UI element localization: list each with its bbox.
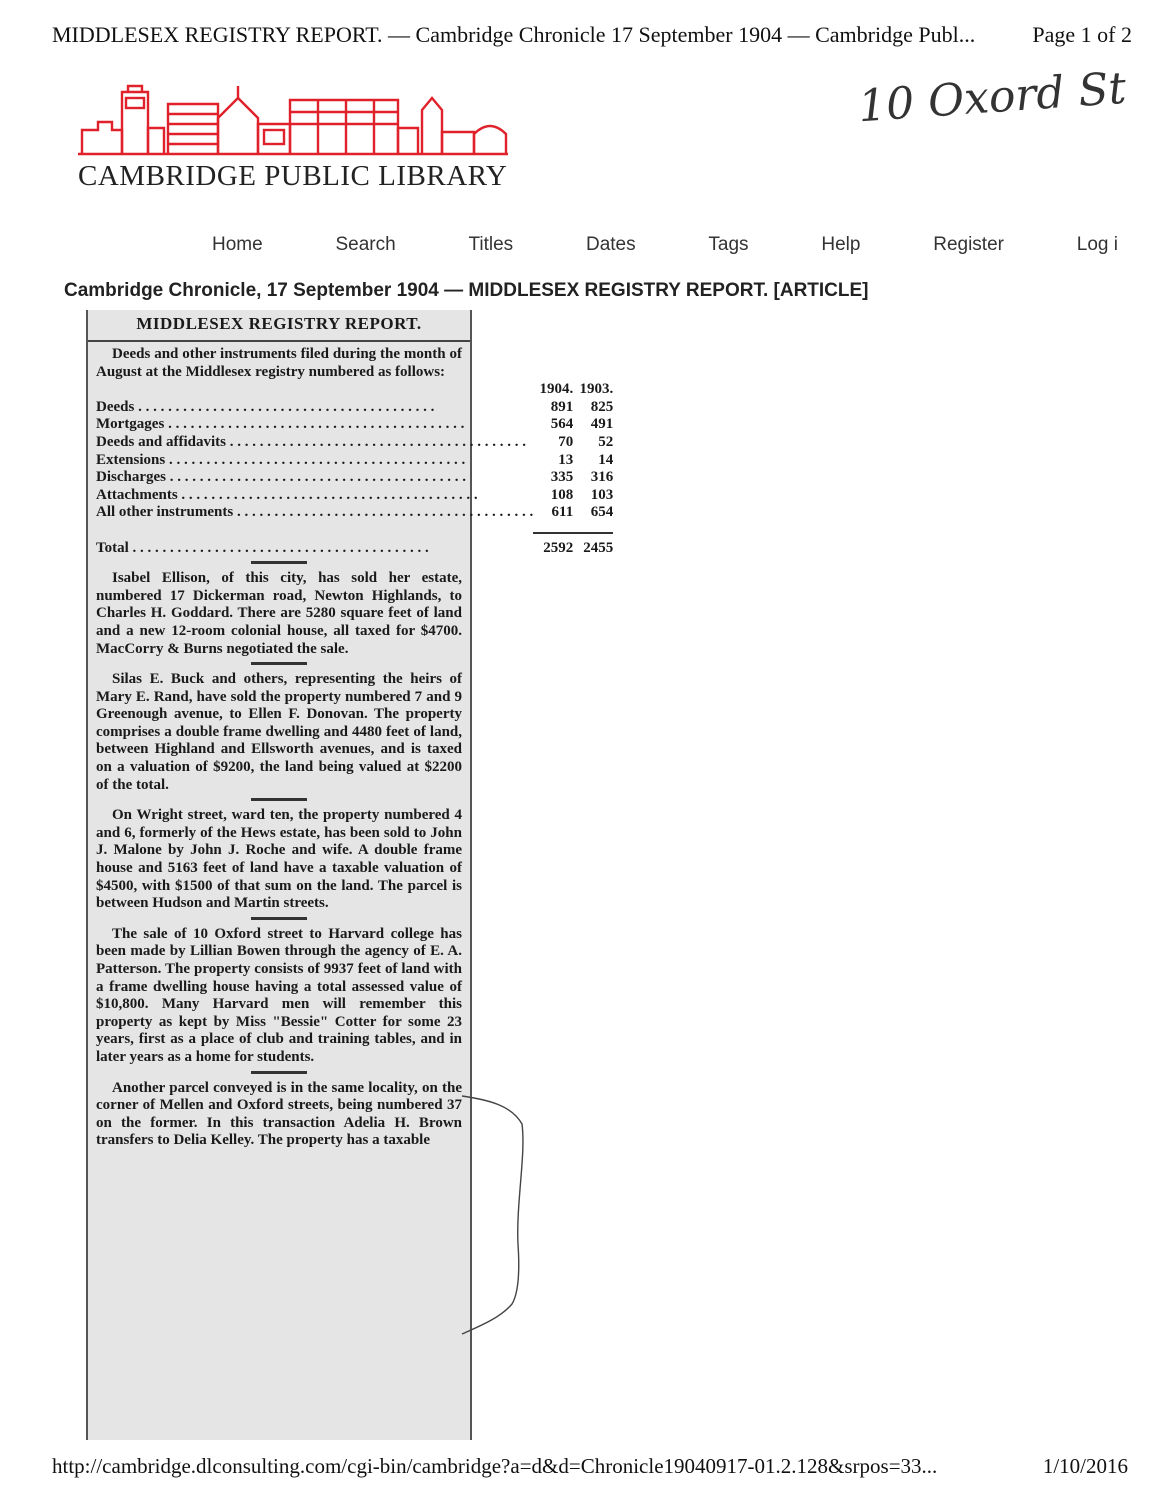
- registry-value-1903: 316: [590, 469, 614, 486]
- article-title: Cambridge Chronicle, 17 September 1904 — MIDDLESEX REGISTRY REPORT. [ARTICLE]: [64, 280, 869, 301]
- print-footer-date: 1/10/2016: [1042, 1454, 1128, 1478]
- registry-value-1903: 654: [590, 504, 614, 521]
- print-header: [52, 22, 1132, 48]
- registry-row: [96, 469, 613, 487]
- registry-total-row: [96, 540, 613, 558]
- registry-year-row: [96, 381, 613, 399]
- registry-row: [96, 399, 613, 417]
- registry-label: All other instruments . . . . . . . . . . . . . . . . . . . . . . . . . . . . . . . . . . . . . . . .: [96, 504, 534, 521]
- registry-value-1904: 611: [551, 504, 574, 521]
- registry-value-1903: 103: [590, 486, 614, 503]
- registry-value-1904: 891: [550, 398, 574, 415]
- registry-value-1904: 335: [550, 469, 574, 486]
- clipping-intro: Deeds and other instruments filed during the month of August at the Middlesex registry numbered as follows:: [96, 346, 462, 380]
- print-header-page: Page 1 of 2: [1032, 22, 1132, 47]
- newspaper-clipping: [86, 310, 614, 1440]
- registry-value-1904: 70: [558, 433, 574, 450]
- registry-label: Deeds and affidavits . . . . . . . . . . . . . . . . . . . . . . . . . . . . . . . . . . . . . . . .: [96, 433, 527, 450]
- print-footer-url: http://cambridge.dlconsulting.com/cgi-bin/cambridge?a=d&d=Chronicle19040917-01.2.128&srpos=33...: [52, 1454, 938, 1478]
- nav-tags[interactable]: Tags: [708, 234, 749, 255]
- registry-value-1904: 13: [558, 451, 574, 468]
- registry-label: Extensions . . . . . . . . . . . . . . . . . . . . . . . . . . . . . . . . . . . . . . . .: [96, 451, 466, 468]
- clipping-paragraph-1: Isabel Ellison, of this city, has sold her estate, numbered 17 Dickerman road, Newton Highlands, to Charles H. Goddard. There are 5280 square feet of land and a new 12-room colonial house, all taxed for $4700. MacCorry & Burns negotiated the sale.: [96, 570, 462, 657]
- column-rule: [251, 1071, 307, 1074]
- registry-value-1904: 108: [550, 486, 574, 503]
- library-skyline-icon: [78, 84, 510, 158]
- nav-help[interactable]: Help: [821, 234, 861, 255]
- registry-table: [96, 381, 613, 557]
- handwritten-annotation: 10 Oxord St: [856, 62, 1128, 133]
- registry-row: [96, 504, 613, 522]
- print-header-title: MIDDLESEX REGISTRY REPORT. — Cambridge Chronicle 17 September 1904 — Cambridge Publ...: [52, 22, 976, 47]
- print-footer: [52, 1454, 1128, 1479]
- registry-value-1903: 491: [590, 416, 614, 433]
- clipping-headline: MIDDLESEX REGISTRY REPORT.: [88, 310, 470, 342]
- nav-register[interactable]: Register: [933, 234, 1004, 255]
- registry-label: Deeds . . . . . . . . . . . . . . . . . . . . . . . . . . . . . . . . . . . . . . . .: [96, 398, 435, 415]
- registry-row: [96, 416, 613, 434]
- nav-search[interactable]: Search: [335, 234, 396, 255]
- registry-row: [96, 434, 613, 452]
- column-rule: [251, 561, 307, 564]
- clipping-paragraph-3: On Wright street, ward ten, the property numbered 4 and 6, formerly of the Hews estate, has been sold to John J. Malone by John J. Roche and wife. A double frame house and 5163 feet of land have a taxable valuation of $4500, with $1500 of that sum on the land. The parcel is between Hudson and Martin streets.: [96, 807, 462, 912]
- registry-label: Discharges . . . . . . . . . . . . . . . . . . . . . . . . . . . . . . . . . . . . . . . .: [96, 469, 466, 486]
- registry-label: Total . . . . . . . . . . . . . . . . . . . . . . . . . . . . . . . . . . . . . . . .: [96, 539, 429, 556]
- registry-year-1904: 1904.: [539, 381, 574, 398]
- column-rule: [251, 798, 307, 801]
- hand-drawn-bracket-icon: [460, 1094, 540, 1344]
- registry-sum-rule: [96, 522, 613, 540]
- column-rule: [251, 662, 307, 665]
- nav-login[interactable]: Log i: [1076, 234, 1118, 255]
- registry-value-1903: 825: [590, 398, 614, 415]
- clipping-paragraph-2: Silas E. Buck and others, representing the heirs of Mary E. Rand, have sold the property numbered 7 and 9 Greenough avenue, to Ellen F. Donovan. The property comprises a double frame dwelling and 4480 feet of land, between Highland and Ellsworth avenues, and is taxed on a valuation of $9200, the land being valued at $2200 of the total.: [96, 671, 462, 793]
- library-logo[interactable]: [78, 84, 510, 193]
- registry-row: [96, 452, 613, 470]
- registry-value-1903: 14: [598, 451, 614, 468]
- library-name: CAMBRIDGE PUBLIC LIBRARY: [78, 160, 508, 192]
- registry-value-1904: 2592: [543, 539, 574, 556]
- registry-label: Attachments . . . . . . . . . . . . . . . . . . . . . . . . . . . . . . . . . . . . . . . .: [96, 486, 478, 503]
- registry-value-1903: 52: [598, 433, 614, 450]
- registry-value-1904: 564: [550, 416, 574, 433]
- nav-dates[interactable]: Dates: [585, 234, 636, 255]
- column-rule: [251, 917, 307, 920]
- registry-value-1903: 2455: [583, 539, 614, 556]
- main-nav: [200, 234, 1130, 256]
- clipping-paragraph-5: Another parcel conveyed is in the same locality, on the corner of Mellen and Oxford streets, being numbered 37 on the former. In this transaction Adelia H. Brown transfers to Delia Kelley. The property has a taxable: [96, 1079, 462, 1149]
- registry-year-1903: 1903.: [579, 381, 614, 398]
- nav-home[interactable]: Home: [212, 234, 263, 255]
- nav-titles[interactable]: Titles: [468, 234, 514, 255]
- registry-row: [96, 487, 613, 505]
- registry-label: Mortgages . . . . . . . . . . . . . . . . . . . . . . . . . . . . . . . . . . . . . . . .: [96, 416, 465, 433]
- clipping-paragraph-4: The sale of 10 Oxford street to Harvard college has been made by Lillian Bowen through the agency of E. A. Patterson. The property consists of 9937 feet of land with a frame dwelling house having a total assessed value of $10,800. Many Harvard men will remember this property as kept by Miss "Bessie" Cotter for some 23 years, first as a place of club and training tables, and in later years as a home for students.: [96, 925, 462, 1065]
